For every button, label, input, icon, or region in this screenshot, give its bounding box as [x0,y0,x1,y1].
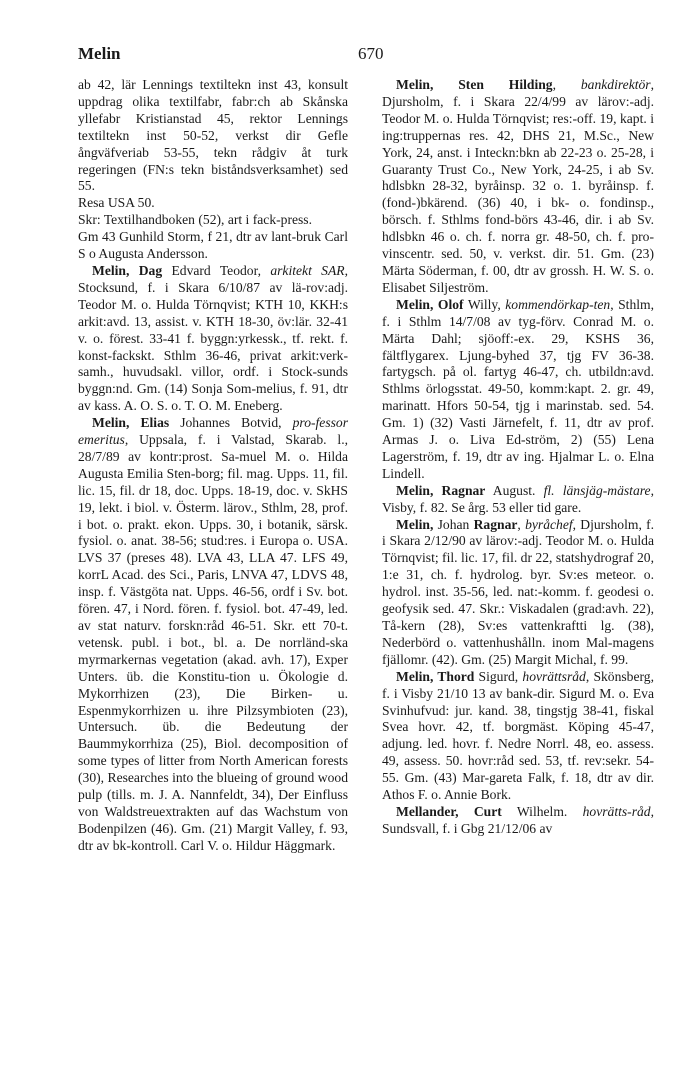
entry-continuation [78,229,348,263]
entry-title: byråchef [525,516,573,532]
entry-text: Resa USA 50. [78,195,155,211]
entry-given-names: August. [485,482,544,498]
entry-given-names: Johan [433,516,474,532]
entry-name: Melin, Ragnar [396,482,486,498]
entry-title: hovrättsråd [522,668,586,684]
biography-entry [78,263,348,415]
entry-name: Mellander, Curt [396,803,502,819]
entry-given-names: Wilhelm. [501,803,583,819]
biography-entry [78,415,348,855]
entry-text: , Djursholm, f. i Skara 22/4/99 av lärov:-adj. Teodor M. o. Hulda Törnqvist; res:-off. 19, kapt. i ing:truppernas res. 42, DHS 21, M.Sc., New York, 24, anst. i Inteckn:bkn ab 22-23 o. 25-28, i Guaranty Trust Co., New York, 24-25, i ab Sv. hdlsbkn 28-32, byråinsp. 32 o. 1. byråinsp. f. (fond-)bkärend. (36) 40, i bk- o. fondinsp., börsch. f. Sthlms fond-börs 43-46, dir. i ab Sv. hdlsbkn 46 o. ch. f. norra gr. 48-50, ch. f. pro-vinscentr. sed. 50, v. verkst. dir. 51. Gm. (23) Märta Söderman, f. 00, dtr av grossh. H. W. S. o. Elisabet Siljeström. [382,77,654,295]
page-number: 670 [358,44,384,63]
entry-title: pro-fessor emeritus [78,415,348,448]
entry-text: Skr: Textilhandboken (52), art i fack-press. [78,212,312,228]
entry-separator: , [517,516,526,532]
entry-title: fl. länsjäg-mästare [543,482,651,498]
entry-text: , Visby, f. 82. Se årg. 53 eller tid gare. [382,482,654,515]
biography-entry [382,297,654,483]
entry-given-names: Sigurd, [474,668,523,684]
entry-title: hovrätts-råd [582,803,651,819]
biography-entry [382,517,654,669]
entry-given-names: , [552,77,581,92]
entry-text: , Sundsvall, f. i Gbg 21/12/06 av [382,803,654,836]
entry-continuation [78,195,348,212]
entry-name: Melin, Sten Hilding [396,77,553,92]
entry-name: Melin, Elias [92,415,170,431]
biography-entry [382,77,654,297]
running-head: Melin [78,44,121,63]
page-header [78,44,652,68]
entry-given-names: Johannes Botvid, [169,415,293,431]
entry-text: , Stocksund, f. i Skara 6/10/87 av lä-rov:adj. Teodor M. o. Hulda Törnqvist; KTH 10, KKH:s arkit:avd. 13, assist. v. KTH 18-30, öv:lär. 32-41 v. o. förest. 33-41 f. byggn:yrkessk., tf. rekt. f. konst-fackskt. Sthlm 36-46, privat arkit:verk-samh., huvudsakl. villor, ordf. i Stock-sunds byggn:nd. Gm. (14) Sonja Som-melius, f. 91, dtr av kass. A. O. S. o. T. O. M. Eneberg. [78,262,348,414]
biography-entry [382,804,654,838]
entry-text: , Djursholm, f. i Skara 2/12/90 av lärov:-adj. Teodor M. o. Hulda Törnqvist; fil. lic. 17, fil. dr 22, statshydrograf 20, 1:e 31, ch. f. hydrolog. byr. Sv:es meteor. o. hydrol. inst. 35-56, led. nat:-komm. f. geodesi o. geofysik sed. 47. Skr.: Viskadalen (grad:avh. 22), Tå-kern (28), Sv:es vattenkraftti lg. (38), Nederbörd o. vattenhushålln. inom Mal-magens fjällomr. (42). Gm. (25) Margit Michal, f. 99. [382,516,655,667]
entry-text: , Sthlm, f. i Sthlm 14/7/08 av tyg-förv. Conrad M. o. Märta Dahl; sjöoff:-ex. 29, KSHS 36, fältflygarex. Ljung-byhed 37, tjg FV 36-38. fartygsch. på ol. fartyg 46-47, ch. utbildn:avd. Sthlms örlogsstat. 49-50, komm:kapt. 2. gr. 49, marinatt. Hfors 50-54, tjg i marinstab. sed. 54. Gm. 1) (32) Vasti Järnefelt, f. 11, dtr av prof. Armas J. o. Liva Ed-ström, 2) (55) Lena Lagerström, f. 19, dtr av ing. Hjalmar L. o. Elna Lindell. [382,296,655,481]
entry-given-names: Edvard Teodor, [162,262,271,278]
entry-name: Melin, Thord [396,668,475,684]
entry-name: Melin, Dag [92,262,163,278]
right-column [382,77,654,838]
left-column [78,77,348,855]
entry-name: Melin, Olof [396,296,464,312]
entry-title: bankdirektör [580,77,651,92]
entry-title: arkitekt SAR [270,262,345,278]
entry-title: kommendörkap-ten [505,296,611,312]
entry-name: Melin, [396,516,434,532]
entry-given-names: Willy, [463,296,506,312]
entry-text: Gm 43 Gunhild Storm, f 21, dtr av lant-bruk Carl S o Augusta Andersson. [78,229,348,262]
biography-entry [382,483,654,517]
entry-called-name: Ragnar [473,516,518,532]
entry-text: , Skönsberg, f. i Visby 21/10 13 av bank-dir. Sigurd M. o. Eva Svinhufvud: jur. kand. 38, tingstjg 38-41, fiskal Svea hovr. 42, tf. borgmäst. Köping 45-47, adjung. led. hovr. f. Nedre Norrl. 48, eo. assess. 49, assess. 50. hovr:råd sed. 53, tf. rev:sekr. 54-55. Gm. (43) Mar-gareta Falk, f. 18, dtr av dir. Athos F. o. Annie Bork. [382,668,654,803]
entry-text: ab 42, lär Lennings textiltekn inst 43, konsult uppdrag olika textilfabr, fabr:ch ab Skånska yllefabr Kristianstad 45, rektor Lennings textiltekn inst 50-52, verkst dir Gefle ångväfveriab 53-55, tekn rådgiv åt turk regeringen (FN:s tekn biståndsverksamhet) sed 55. [78,77,348,194]
entry-continuation [78,212,348,229]
entry-text: , Uppsala, f. i Valstad, Skarab. l., 28/7/89 av kontr:prost. Sa-muel M. o. Hilda Augusta Emilia Sten-borg; fil. mag. Upps. 11, fil. lic. 15, fil. dr 18, doc. Upps. 18-19, doc. v. SkHS 19, lekt. i biol. v. Österm. lärov., Sthlm, 28, prof. i bot. o. prakt. ekon. Upps. 30, i botanik, särsk. fysiol. o. anat. 38-56; stud:res. i Europa o. USA. LVS 37 (preses 48). LVA 43, LLA 47. LFS 49, korrL Acad. des Sci., Paris, LNVA 47, LDVS 48, insp. f. Västgöta nat. Upps. 46-56, ordf i Sv. bot. fören. 47, i Nord. fören. f. fysiol. bot. 47-49, led. av stat naturv. forskn:råd 46-51. Skr. ett 70-t. vetensk. publ. i bot., bl. a. De norrländ-ska myrmarkernas vegetation (akad. avh. 17), Exper Unters. üb. die Konstitu-tion u. Ökologie d. Mykorrhizen (23), Die Birken- u. Espenmykorrhizen u. ihre Pilzsymbioten (23), Untersuch. üb. die Bedeutung der Baummykorrhiza (25), Biol. decomposition of some types of litter from North American forests (30), Researches into the blueing of ground wood pulp (tills. m. J. A. Nannfeldt, 34), Der Einfluss von Waldstreuextrakten auf das Wachstum von Bodenpilzen (46). Gm. (21) Margit Valley, f. 93, dtr av bk-kontroll. Carl V. o. Hildur Häggmark. [78,432,348,853]
entry-continuation [78,77,348,195]
biography-entry [382,669,654,804]
